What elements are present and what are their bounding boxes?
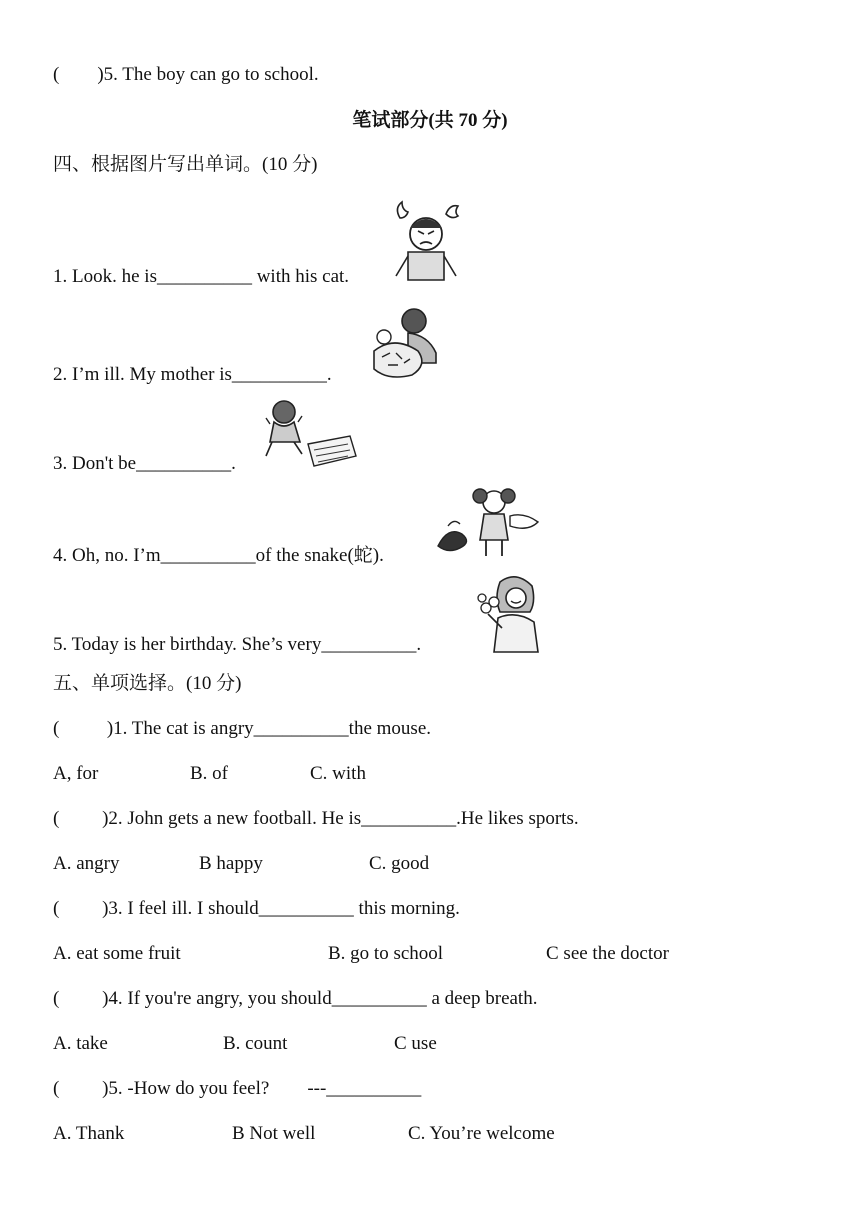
mc-question-3: ( )3. I feel ill. I should__________ this morning. xyxy=(53,898,460,919)
section-4-title: 四、根据图片写出单词。(10 分) xyxy=(53,154,318,175)
mc-q5-option-c: C. You’re welcome xyxy=(408,1123,555,1144)
picture-question-4: 4. Oh, no. I’m__________of the snake(蛇). xyxy=(53,545,384,566)
picture-question-5: 5. Today is her birthday. She’s very__________. xyxy=(53,634,422,655)
picture-question-2: 2. I’m ill. My mother is__________. xyxy=(53,364,332,385)
mc-q3-option-a: A. eat some fruit xyxy=(53,943,181,964)
mc-q1-option-c: C. with xyxy=(310,763,366,784)
mc-question-2: ( )2. John gets a new football. He is__________.He likes sports. xyxy=(53,808,579,829)
mc-q3-option-b: B. go to school xyxy=(328,943,444,964)
angry-boy-icon xyxy=(388,200,466,282)
mc-q4-option-c: C use xyxy=(394,1033,437,1054)
top-question: ( )5. The boy can go to school. xyxy=(53,64,319,85)
mc-question-5: ( )5. -How do you feel? ---__________ xyxy=(53,1078,422,1099)
mc-q2-option-a: A. angry xyxy=(53,853,120,874)
mc-q5-option-b: B Not well xyxy=(232,1123,316,1144)
mc-q2-option-b: B happy xyxy=(199,853,263,874)
scared-girl-snake-icon xyxy=(430,486,542,564)
mc-q5-option-a: A. Thank xyxy=(53,1123,125,1144)
worried-mother-icon xyxy=(368,303,446,381)
picture-question-1: 1. Look. he is__________ with his cat. xyxy=(53,266,350,287)
happy-girl-flowers-icon xyxy=(476,574,544,654)
mc-q4-option-a: A. take xyxy=(53,1033,108,1054)
picture-question-3: 3. Don't be__________. xyxy=(53,453,236,474)
mc-q3-option-c: C see the doctor xyxy=(546,943,669,964)
mc-q2-option-c: C. good xyxy=(369,853,430,874)
written-section-header: 笔试部分(共 70 分) xyxy=(352,110,508,131)
mc-question-4: ( )4. If you're angry, you should__________ a deep breath. xyxy=(53,988,538,1009)
mc-q1-option-a: A, for xyxy=(53,763,99,784)
mc-q1-option-b: B. of xyxy=(190,763,228,784)
mc-question-1: ( )1. The cat is angry__________the mouse. xyxy=(53,718,431,739)
mc-q4-option-b: B. count xyxy=(223,1033,288,1054)
sad-child-icon xyxy=(262,398,358,470)
section-5-title: 五、单项选择。(10 分) xyxy=(53,673,242,694)
